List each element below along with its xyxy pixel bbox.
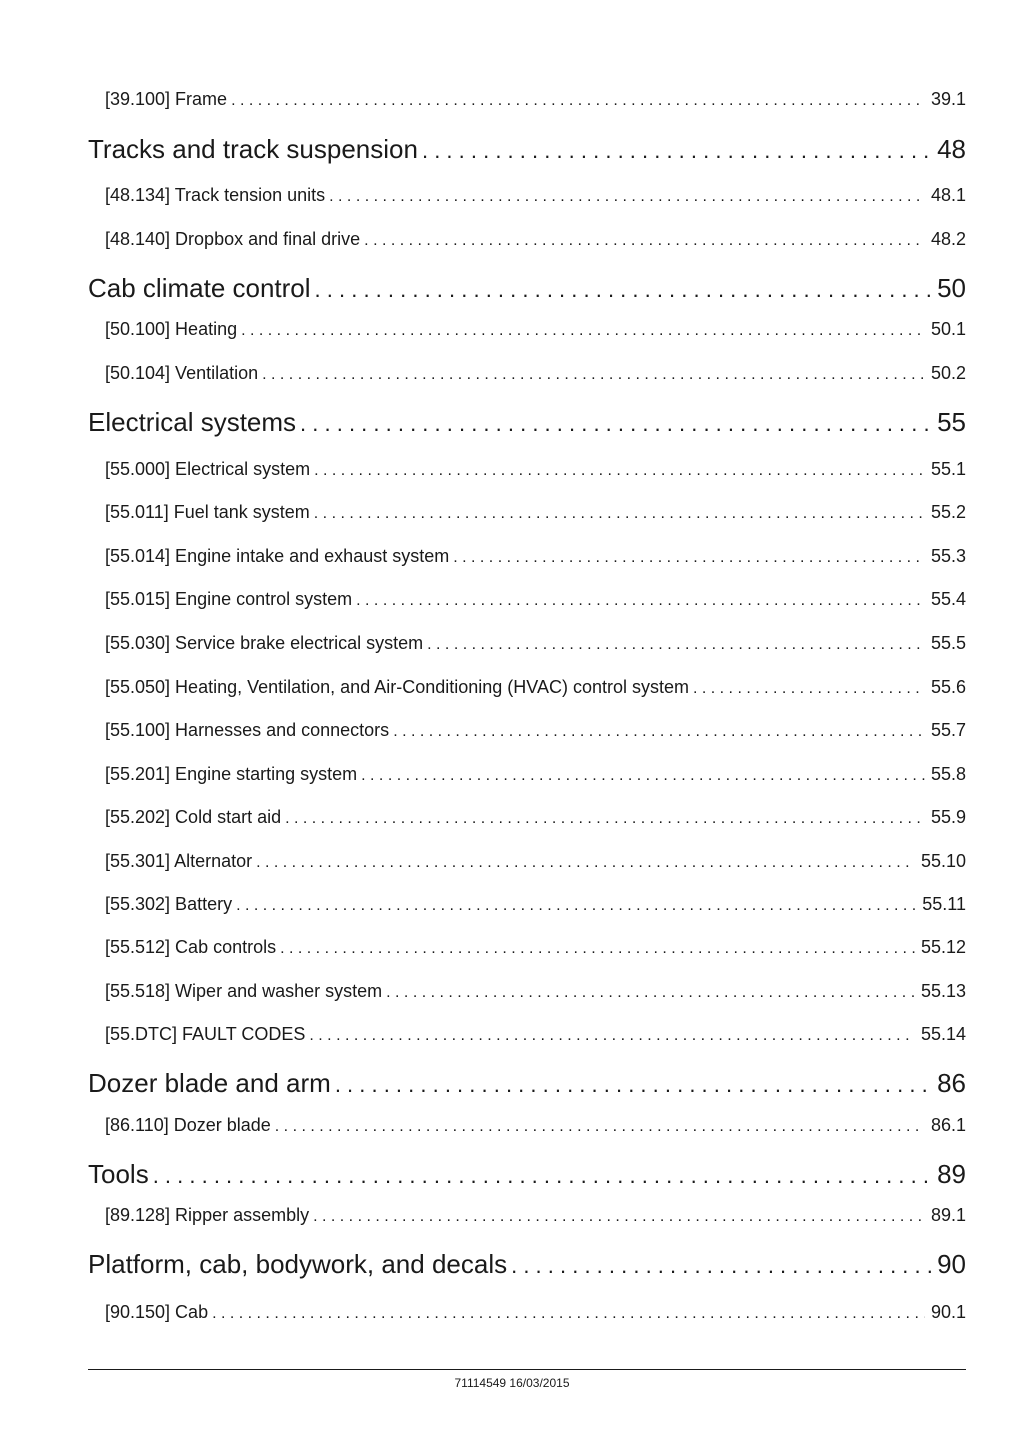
toc-entry-55-050[interactable] [88, 677, 966, 698]
toc-section-dozer[interactable] [88, 1068, 966, 1099]
dot-leader [356, 592, 925, 610]
toc-entry-label: [55.512] Cab controls [105, 937, 277, 957]
dot-leader [241, 322, 925, 340]
toc-section-cab-climate[interactable] [88, 273, 966, 304]
toc-entry-55-201[interactable] [88, 764, 966, 785]
toc-entry-page: 90.1 [930, 1302, 966, 1322]
toc-entry-55-011[interactable] [88, 502, 966, 523]
dot-leader [693, 680, 925, 698]
dot-leader [453, 549, 925, 567]
toc-entry-page: 55.8 [930, 764, 966, 784]
toc-entry-48-134[interactable] [88, 185, 966, 206]
toc-entry-page: 55.10 [920, 851, 966, 871]
toc-entry-page: 55.5 [930, 633, 966, 653]
dot-leader [256, 854, 915, 872]
toc-entry-90-150[interactable] [88, 1302, 966, 1323]
toc-section-page: 89 [937, 1159, 966, 1189]
dot-leader [314, 505, 925, 523]
toc-entry-label: [48.140] Dropbox and final drive [105, 229, 361, 249]
toc-entry-page: 86.1 [930, 1115, 966, 1135]
toc-entry-label: [55.202] Cold start aid [105, 807, 282, 827]
toc-entry-55-100[interactable] [88, 720, 966, 741]
toc-section-label: Dozer blade and arm [88, 1068, 331, 1098]
footer-document-id: 71114549 16/03/2015 [454, 1376, 570, 1390]
toc-entry-label: [50.104] Ventilation [105, 363, 259, 383]
toc-section-page: 90 [937, 1249, 966, 1279]
dot-leader [153, 1163, 931, 1189]
dot-leader [231, 92, 925, 110]
toc-entry-55-014[interactable] [88, 546, 966, 567]
toc-section-platform[interactable] [88, 1249, 966, 1280]
toc-entry-55-301[interactable] [88, 851, 966, 872]
dot-leader [361, 767, 925, 785]
footer-divider [88, 1369, 966, 1370]
toc-entry-label: [55.100] Harnesses and connectors [105, 720, 390, 740]
toc-entry-55-202[interactable] [88, 807, 966, 828]
toc-entry-55-302[interactable] [88, 894, 966, 915]
toc-section-tracks[interactable] [88, 134, 966, 165]
toc-entry-page: 55.6 [930, 677, 966, 697]
toc-entry-label: [39.100] Frame [105, 89, 228, 109]
dot-leader [393, 723, 925, 741]
toc-entry-label: [55.518] Wiper and washer system [105, 981, 383, 1001]
toc-entry-page: 55.2 [930, 502, 966, 522]
dot-leader [285, 810, 925, 828]
toc-entry-page: 48.1 [930, 185, 966, 205]
toc-section-electrical[interactable] [88, 407, 966, 438]
toc-section-page: 50 [937, 273, 966, 303]
dot-leader [422, 138, 931, 164]
toc-section-page: 86 [937, 1068, 966, 1098]
toc-entry-page: 48.2 [930, 229, 966, 249]
toc-entry-page: 39.1 [930, 89, 966, 109]
toc-entry-label: [55.015] Engine control system [105, 589, 353, 609]
toc-entry-86-110[interactable] [88, 1115, 966, 1136]
toc-entry-page: 55.12 [920, 937, 966, 957]
toc-entry-label: [89.128] Ripper assembly [105, 1205, 310, 1225]
toc-entry-page: 55.14 [920, 1024, 966, 1044]
toc-entry-label: [55.014] Engine intake and exhaust system [105, 546, 450, 566]
dot-leader [314, 462, 925, 480]
toc-entry-label: [86.110] Dozer blade [105, 1115, 271, 1135]
toc-entry-page: 55.11 [922, 894, 966, 914]
toc-section-label: Tracks and track suspension [88, 134, 418, 164]
toc-section-label: Cab climate control [88, 273, 311, 303]
dot-leader [275, 1118, 925, 1136]
toc-entry-page: 55.3 [930, 546, 966, 566]
dot-leader [315, 277, 932, 303]
toc-entry-page: 55.7 [930, 720, 966, 740]
toc-entry-label: [55.000] Electrical system [105, 459, 311, 479]
toc-entry-label: [55.011] Fuel tank system [105, 502, 310, 522]
toc-entry-page: 50.1 [930, 319, 966, 339]
toc-entry-label: [55.DTC] FAULT CODES [105, 1024, 306, 1044]
dot-leader [511, 1253, 931, 1279]
toc-entry-page: 55.13 [920, 981, 966, 1001]
dot-leader [329, 188, 925, 206]
dot-leader [262, 366, 925, 384]
toc-section-page: 55 [937, 407, 966, 437]
toc-entry-page: 55.4 [930, 589, 966, 609]
toc-entry-50-100[interactable] [88, 319, 966, 340]
toc-entry-48-140[interactable] [88, 229, 966, 250]
toc-entry-label: [55.201] Engine starting system [105, 764, 358, 784]
toc-section-tools[interactable] [88, 1159, 966, 1190]
toc-entry-label: [90.150] Cab [105, 1302, 209, 1322]
dot-leader [427, 636, 925, 654]
dot-leader [335, 1072, 931, 1098]
toc-entry-55-518[interactable] [88, 981, 966, 1002]
toc-entry-label: [55.302] Battery [105, 894, 233, 914]
dot-leader [364, 232, 925, 250]
toc-entry-39-100[interactable] [88, 89, 966, 110]
dot-leader [236, 897, 916, 915]
dot-leader [313, 1208, 925, 1226]
dot-leader [280, 940, 915, 958]
toc-section-page: 48 [937, 134, 966, 164]
dot-leader [309, 1027, 915, 1045]
toc-entry-label: [48.134] Track tension units [105, 185, 326, 205]
toc-entry-55-000[interactable] [88, 459, 966, 480]
toc-entry-page: 55.9 [930, 807, 966, 827]
dot-leader [386, 984, 915, 1002]
toc-entry-55-015[interactable] [88, 589, 966, 610]
toc-entry-page: 55.1 [930, 459, 966, 479]
toc-entry-55-030[interactable] [88, 633, 966, 654]
toc-section-label: Platform, cab, bodywork, and decals [88, 1249, 508, 1279]
toc-section-label: Tools [88, 1159, 149, 1189]
toc-entry-50-104[interactable] [88, 363, 966, 384]
toc-entry-page: 50.2 [930, 363, 966, 383]
dot-leader [212, 1305, 925, 1323]
toc-entry-label: [55.050] Heating, Ventilation, and Air-Conditioning (HVAC) control system [105, 677, 689, 697]
toc-entry-label: [50.100] Heating [105, 319, 238, 339]
toc-entry-55-512[interactable] [88, 937, 966, 958]
toc-entry-55-dtc[interactable] [88, 1024, 966, 1045]
toc-entry-label: [55.030] Service brake electrical system [105, 633, 424, 653]
toc-entry-89-128[interactable] [88, 1205, 966, 1226]
dot-leader [300, 411, 931, 437]
toc-section-label: Electrical systems [88, 407, 297, 437]
toc-entry-label: [55.301] Alternator [105, 851, 253, 871]
toc-entry-page: 89.1 [930, 1205, 966, 1225]
